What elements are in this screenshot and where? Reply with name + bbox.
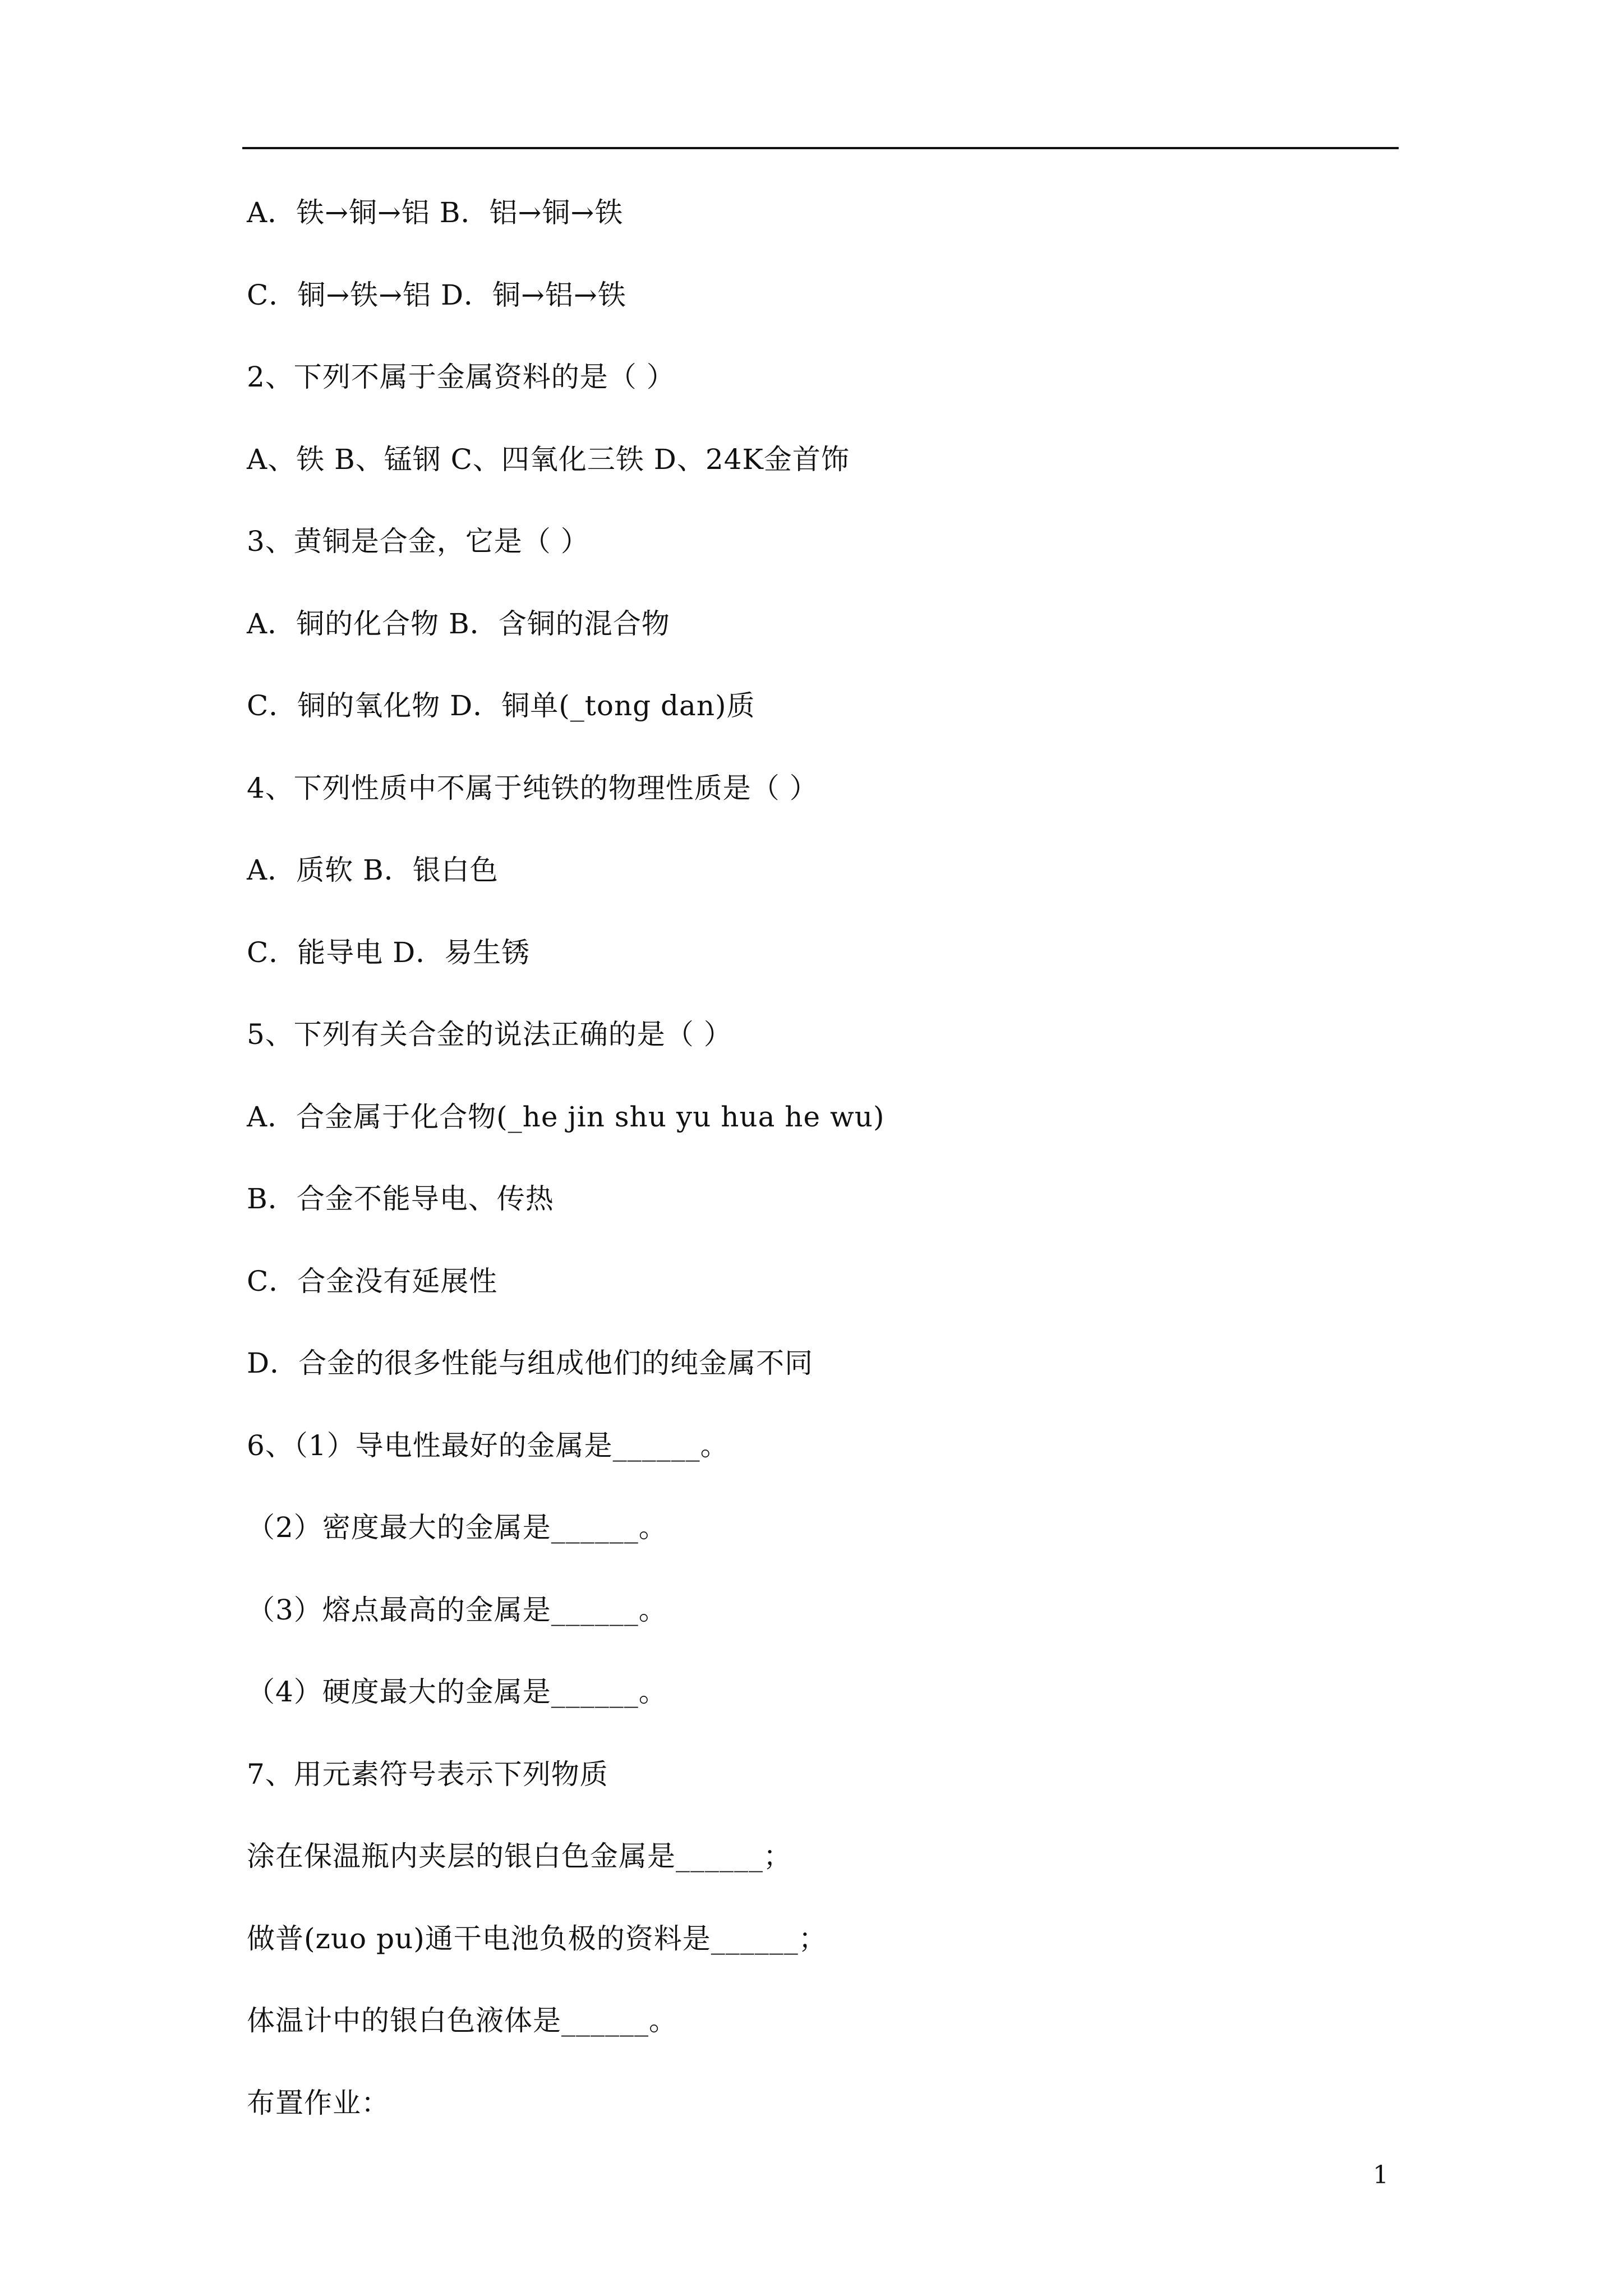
text-line: D．合金的很多性能与组成他们的纯金属不同 xyxy=(247,1347,814,1379)
question-4: 4、下列性质中不属于纯铁的物理性质是（ ） xyxy=(247,771,818,804)
page-number: 1 xyxy=(1373,2161,1389,2189)
question-7: 7、用元素符号表示下列物质 xyxy=(247,1757,608,1791)
text-line: （3）熔点最高的金属是______。 xyxy=(247,1593,667,1626)
header-rule xyxy=(242,147,1399,149)
text-line: A．合金属于化合物(_he jin shu yu hua he wu) xyxy=(247,1100,885,1133)
text-line: C．合金没有延展性 xyxy=(247,1264,498,1297)
text-line: A、铁 B、锰钢 C、四氧化三铁 D、24K金首饰 xyxy=(247,443,850,476)
text-line: （4）硬度最大的金属是______。 xyxy=(247,1676,667,1708)
question-2: 2、下列不属于金属资料的是（ ） xyxy=(247,361,675,393)
text-line: A．铜的化合物 B．含铜的混合物 xyxy=(247,607,670,640)
text-line: A．质软 B．银白色 xyxy=(247,854,499,886)
text-line: C．能导电 D．易生锈 xyxy=(247,936,531,969)
document-body xyxy=(247,195,1391,2168)
text-line: 做普(zuo pu)通干电池负极的资料是______； xyxy=(247,1922,827,1955)
text-line: C．铜→铁→铝 D．铜→铝→铁 xyxy=(247,278,626,311)
text-line: C．铜的氧化物 D．铜单(_tong dan)质 xyxy=(247,689,755,722)
homework-heading: 布置作业： xyxy=(247,2086,390,2119)
question-6: 6、（1）导电性最好的金属是______。 xyxy=(247,1429,729,1462)
text-line: 体温计中的银白色液体是______。 xyxy=(247,2004,677,2037)
text-line: （2）密度最大的金属是______。 xyxy=(247,1511,667,1544)
question-3: 3、黄铜是合金，它是（ ） xyxy=(247,525,589,558)
text-line: B．合金不能导电、传热 xyxy=(247,1182,554,1215)
question-5: 5、下列有关合金的说法正确的是（ ） xyxy=(247,1018,732,1051)
text-line: A．铁→铜→铝 B．铝→铜→铁 xyxy=(247,196,624,229)
text-line: 涂在保温瓶内夹层的银白色金属是______； xyxy=(247,1840,792,1872)
